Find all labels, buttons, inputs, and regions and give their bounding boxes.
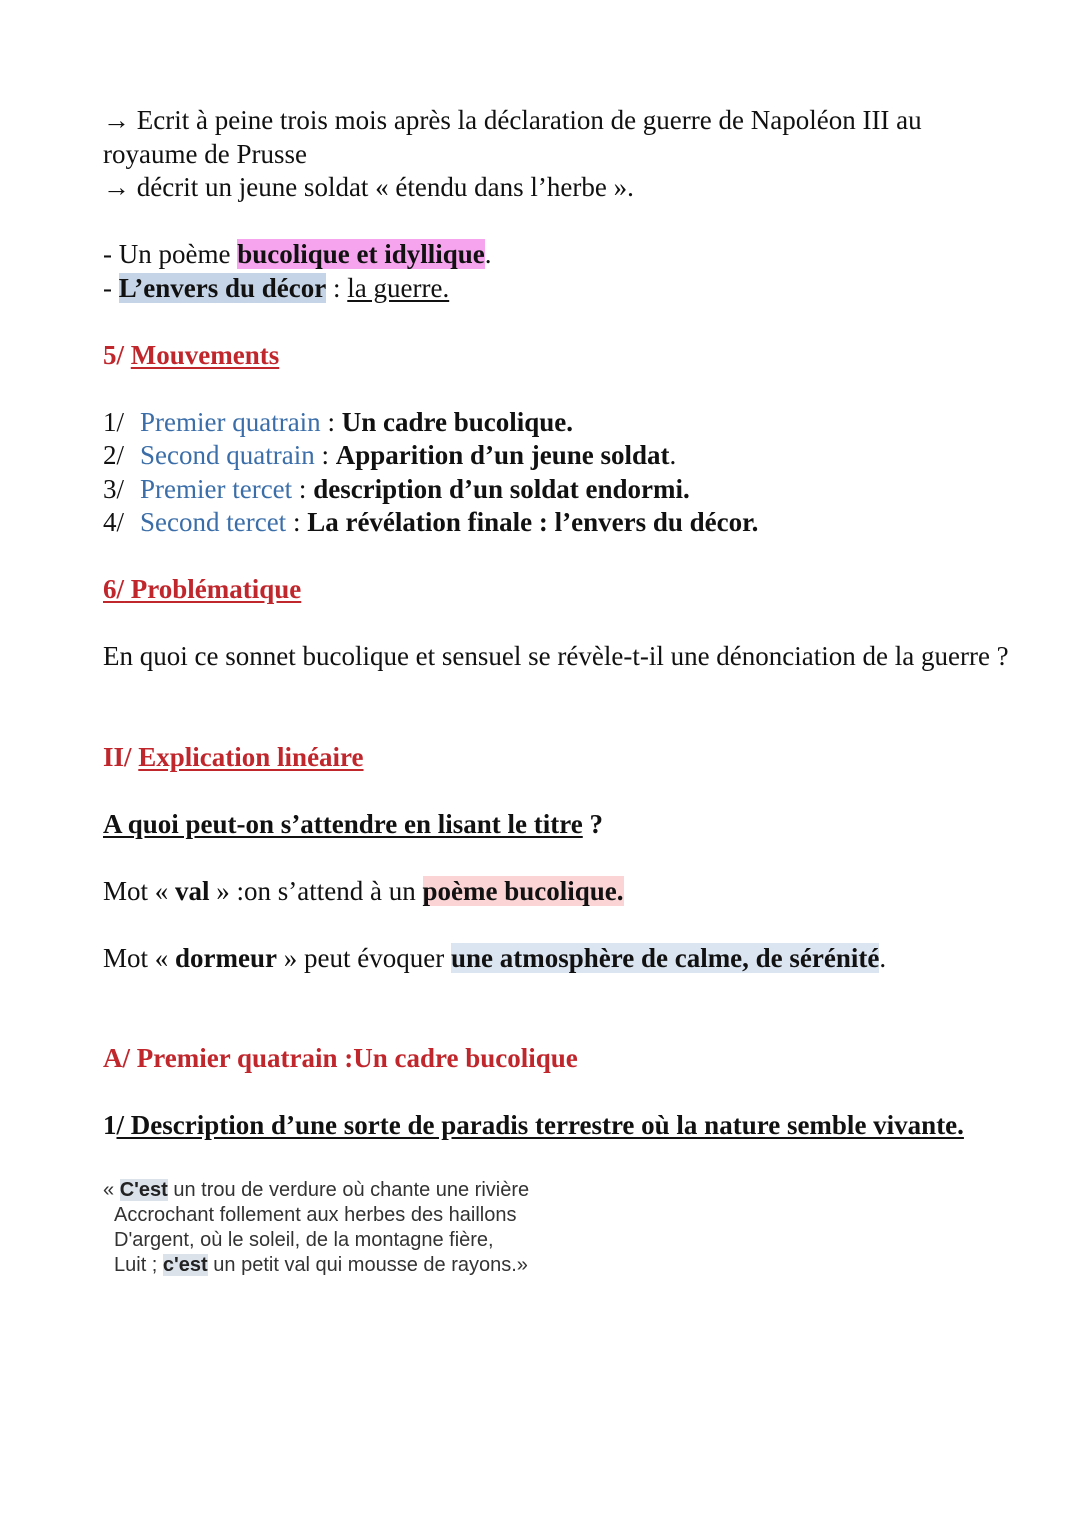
- mot-dormeur-line: Mot « dormeur » peut évoquer une atmosphère de calme, de sérénité.: [103, 942, 887, 973]
- highlight-bucolique: bucolique et idyllique: [237, 239, 485, 269]
- list-item: 2/ Second quatrain : Apparition d’un jeune soldat.: [103, 440, 677, 470]
- highlight-atmosphere: une atmosphère de calme, de sérénité: [450, 942, 880, 973]
- subsection-description: 1/ Description d’une sorte de paradis terrestre où la nature semble vivante.: [103, 1110, 964, 1140]
- problematique-question: En quoi ce sonnet bucolique et sensuel se révèle-t-il une dénonciation de la guerre ?: [103, 641, 1009, 671]
- mot-val-line: Mot « val » :on s’attend à un poème bucolique.: [103, 875, 624, 906]
- section-heading-mouvements: 5/ Mouvements: [103, 339, 280, 370]
- context-line-2: → décrit un jeune soldat « étendu dans l’herbe ».: [103, 172, 634, 202]
- poem-line: Accrochant follement aux herbes des haillons: [114, 1203, 517, 1226]
- poem-line: « C'est un trou de verdure où chante une rivière: [103, 1178, 530, 1201]
- poem-quote: [103, 1178, 1013, 1278]
- mouvements-list: [103, 406, 1013, 540]
- list-item: 1/ Premier quatrain : Un cadre bucolique.: [103, 406, 573, 437]
- highlight-poeme-bucolique: poème bucolique.: [422, 875, 624, 906]
- poem-line: Luit ; c'est un petit val qui mousse de rayons.»: [114, 1253, 528, 1276]
- document-page: [103, 104, 1013, 1278]
- title-question: A quoi peut-on s’attendre en lisant le titre ?: [103, 808, 604, 839]
- theme-envers: - L’envers du décor : la guerre.: [103, 272, 450, 303]
- part-heading-explication: II/ Explication linéaire: [103, 741, 364, 772]
- subpart-heading-quatrain: A/ Premier quatrain :Un cadre bucolique: [103, 1043, 578, 1073]
- highlight-envers: L’envers du décor: [118, 272, 327, 303]
- list-item: 3/ Premier tercet : description d’un soldat endormi.: [103, 473, 690, 504]
- underlined-guerre: la guerre.: [347, 272, 450, 303]
- list-item: 4/ Second tercet : La révélation finale : l’envers du décor.: [103, 507, 759, 537]
- context-line-1: → Ecrit à peine trois mois après la déclaration de guerre de Napoléon III au royaume de Prusse: [103, 105, 922, 169]
- poem-line: D'argent, où le soleil, de la montagne fière,: [114, 1228, 494, 1251]
- section-heading-problematique: 6/ Problématique: [103, 574, 302, 604]
- theme-bucolique: - Un poème bucolique et idyllique.: [103, 239, 492, 269]
